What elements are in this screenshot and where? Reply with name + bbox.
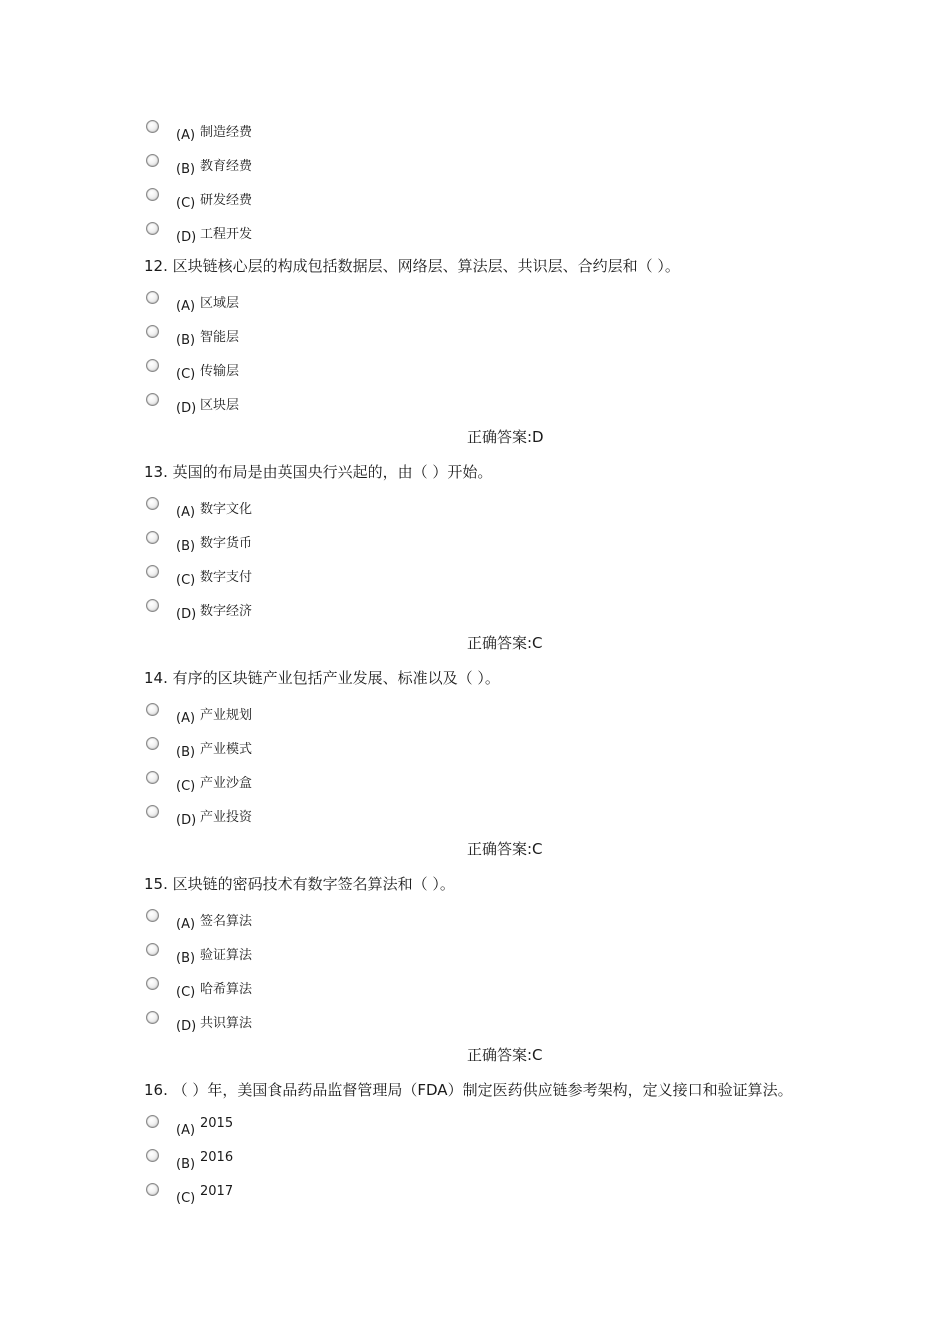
question-12-title: 12. 区块链核心层的构成包括数据层、网络层、算法层、共识层、合约层和（ ）。 bbox=[144, 257, 680, 275]
option-label: (D) bbox=[176, 1019, 197, 1034]
option-label: (C) bbox=[176, 573, 196, 588]
radio-button[interactable] bbox=[146, 977, 159, 990]
option-text: 2017 bbox=[200, 1184, 234, 1199]
option-text: 产业规划 bbox=[200, 708, 253, 723]
radio-button[interactable] bbox=[146, 909, 159, 922]
correct-answer-14: 正确答案:C bbox=[467, 840, 543, 858]
option-text: 2016 bbox=[200, 1150, 234, 1165]
correct-answer-13: 正确答案:C bbox=[467, 634, 543, 652]
correct-answer-12: 正确答案:D bbox=[467, 428, 544, 446]
option-label: (A) bbox=[176, 917, 196, 932]
option-text: 研发经费 bbox=[200, 193, 253, 208]
option-text: 教育经费 bbox=[200, 159, 253, 174]
option-text: 数字文化 bbox=[200, 502, 253, 517]
radio-button[interactable] bbox=[146, 1183, 159, 1196]
option-text: 数字经济 bbox=[200, 604, 253, 619]
option-label: (D) bbox=[176, 230, 197, 245]
option-text: 哈希算法 bbox=[200, 982, 253, 997]
radio-button[interactable] bbox=[146, 531, 159, 544]
radio-button[interactable] bbox=[146, 737, 159, 750]
option-text: 制造经费 bbox=[200, 125, 253, 140]
radio-button[interactable] bbox=[146, 703, 159, 716]
option-text: 产业沙盒 bbox=[200, 776, 253, 791]
radio-button[interactable] bbox=[146, 943, 159, 956]
radio-button[interactable] bbox=[146, 599, 159, 612]
question-16-title: 16. （ ）年，美国食品药品监督管理局（FDA）制定医药供应链参考架构，定义接口和验证算法。 bbox=[144, 1081, 793, 1099]
radio-button[interactable] bbox=[146, 1011, 159, 1024]
option-text: 产业投资 bbox=[200, 810, 253, 825]
option-text: 工程开发 bbox=[200, 227, 253, 242]
option-label: (A) bbox=[176, 711, 196, 726]
option-label: (C) bbox=[176, 985, 196, 1000]
option-text: 共识算法 bbox=[200, 1016, 253, 1031]
option-text: 签名算法 bbox=[200, 914, 253, 929]
radio-button[interactable] bbox=[146, 120, 159, 133]
option-text: 数字货币 bbox=[200, 536, 253, 551]
option-label: (D) bbox=[176, 813, 197, 828]
radio-button[interactable] bbox=[146, 325, 159, 338]
radio-button[interactable] bbox=[146, 188, 159, 201]
option-label: (D) bbox=[176, 607, 197, 622]
radio-button[interactable] bbox=[146, 222, 159, 235]
option-text: 智能层 bbox=[200, 330, 240, 345]
radio-button[interactable] bbox=[146, 1115, 159, 1128]
option-text: 区域层 bbox=[200, 296, 240, 311]
option-text: 验证算法 bbox=[200, 948, 253, 963]
option-label: (B) bbox=[176, 1157, 196, 1172]
radio-button[interactable] bbox=[146, 497, 159, 510]
radio-button[interactable] bbox=[146, 291, 159, 304]
correct-answer-15: 正确答案:C bbox=[467, 1046, 543, 1064]
option-text: 传输层 bbox=[200, 364, 240, 379]
option-label: (B) bbox=[176, 745, 196, 760]
option-label: (A) bbox=[176, 299, 196, 314]
option-label: (A) bbox=[176, 505, 196, 520]
option-label: (A) bbox=[176, 1123, 196, 1138]
radio-button[interactable] bbox=[146, 1149, 159, 1162]
option-label: (D) bbox=[176, 401, 197, 416]
option-text: 数字支付 bbox=[200, 570, 253, 585]
radio-button[interactable] bbox=[146, 359, 159, 372]
option-label: (B) bbox=[176, 162, 196, 177]
option-label: (C) bbox=[176, 779, 196, 794]
question-15-title: 15. 区块链的密码技术有数字签名算法和（ ）。 bbox=[144, 875, 455, 893]
option-label: (C) bbox=[176, 367, 196, 382]
option-text: 区块层 bbox=[200, 398, 240, 413]
option-text: 2015 bbox=[200, 1116, 234, 1131]
question-13-title: 13. 英国的布局是由英国央行兴起的，由（ ）开始。 bbox=[144, 463, 493, 481]
radio-button[interactable] bbox=[146, 805, 159, 818]
radio-button[interactable] bbox=[146, 771, 159, 784]
radio-button[interactable] bbox=[146, 393, 159, 406]
option-label: (C) bbox=[176, 1191, 196, 1206]
question-14-title: 14. 有序的区块链产业包括产业发展、标准以及（ ）。 bbox=[144, 669, 500, 687]
radio-button[interactable] bbox=[146, 565, 159, 578]
radio-button[interactable] bbox=[146, 154, 159, 167]
option-text: 产业模式 bbox=[200, 742, 253, 757]
option-label: (B) bbox=[176, 539, 196, 554]
option-label: (A) bbox=[176, 128, 196, 143]
option-label: (C) bbox=[176, 196, 196, 211]
option-label: (B) bbox=[176, 951, 196, 966]
option-label: (B) bbox=[176, 333, 196, 348]
